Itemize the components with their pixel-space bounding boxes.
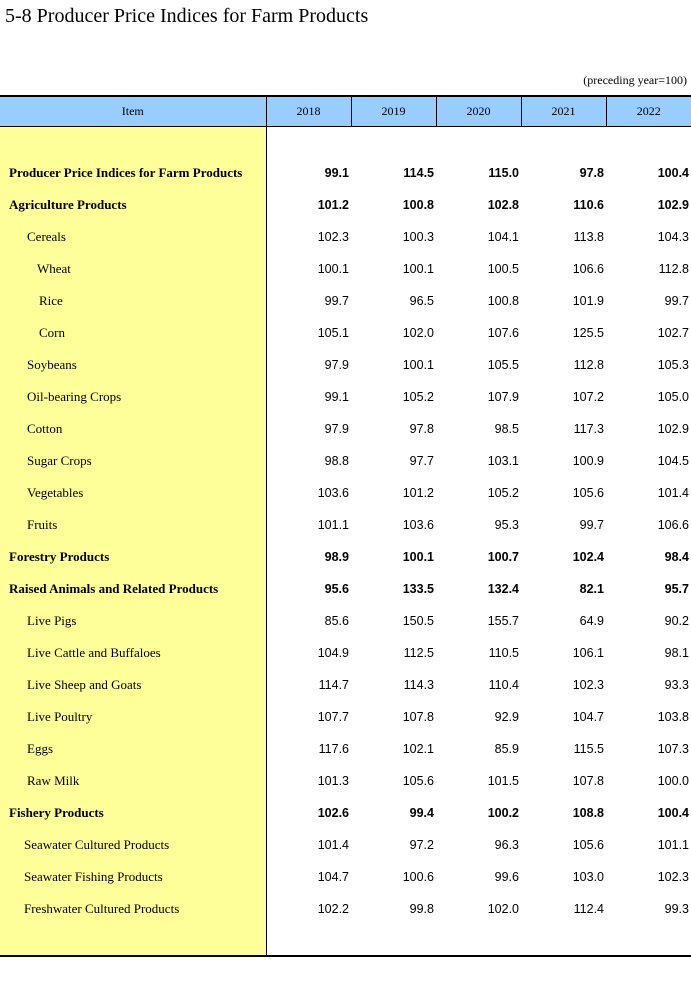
table-row [0, 605, 691, 637]
value-cell: 110.6 [573, 198, 604, 212]
unit-note: (preceding year=100) [583, 73, 687, 87]
value-cell: 117.3 [573, 422, 604, 436]
row-label: Eggs [0, 733, 266, 765]
value-cell: 100.1 [402, 550, 434, 564]
value-cell: 101.2 [402, 486, 434, 500]
header-year: 2021 [521, 96, 606, 127]
value-cell: 85.9 [494, 742, 519, 756]
value-cell: 101.9 [572, 294, 604, 308]
value-cell: 93.3 [664, 678, 689, 692]
value-cell: 102.0 [402, 326, 434, 340]
value-cell: 103.6 [317, 486, 349, 500]
row-label: Seawater Cultured Products [0, 829, 266, 861]
value-cell: 101.4 [317, 838, 349, 852]
value-cell: 104.5 [657, 454, 689, 468]
row-label: Soybeans [0, 349, 266, 381]
value-cell: 98.5 [494, 422, 519, 436]
value-cell: 97.8 [579, 166, 604, 180]
value-cell: 105.5 [487, 358, 519, 372]
value-cell: 100.6 [402, 870, 434, 884]
value-cell: 114.7 [318, 678, 349, 692]
spacer-row [0, 127, 691, 158]
value-cell: 110.4 [488, 678, 519, 692]
value-cell: 105.3 [657, 358, 689, 372]
value-cell: 107.2 [572, 390, 604, 404]
table-row [0, 637, 691, 669]
value-cell: 104.1 [487, 230, 519, 244]
value-cell: 107.9 [487, 390, 519, 404]
row-label: Fishery Products [0, 797, 266, 829]
row-label: Producer Price Indices for Farm Products [0, 157, 266, 189]
value-cell: 104.7 [317, 870, 349, 884]
header-year: 2020 [436, 96, 521, 127]
value-cell: 132.4 [487, 582, 519, 596]
table-row [0, 829, 691, 861]
table-row [0, 221, 691, 253]
value-cell: 98.8 [324, 454, 349, 468]
row-label: Live Cattle and Buffaloes [0, 637, 266, 669]
table-row [0, 381, 691, 413]
spacer-row [0, 925, 691, 956]
row-label: Sugar Crops [0, 445, 266, 477]
table-row [0, 669, 691, 701]
value-cell: 107.8 [572, 774, 604, 788]
value-cell: 100.5 [487, 262, 519, 276]
value-cell: 99.1 [324, 166, 349, 180]
value-cell: 102.4 [572, 550, 604, 564]
value-cell: 100.8 [487, 294, 519, 308]
table-row [0, 413, 691, 445]
value-cell: 105.6 [572, 486, 604, 500]
value-cell: 102.7 [657, 326, 689, 340]
value-cell: 102.9 [657, 422, 689, 436]
item-cell [0, 127, 266, 158]
table-row [0, 541, 691, 573]
row-label: Freshwater Cultured Products [0, 893, 266, 925]
value-cell: 97.2 [409, 838, 434, 852]
value-cell: 105.2 [487, 486, 519, 500]
value-cell: 103.8 [657, 710, 689, 724]
value-cell: 105.6 [402, 774, 434, 788]
value-cell: 107.7 [317, 710, 349, 724]
value-cell: 64.9 [579, 614, 604, 628]
value-cell: 103.0 [572, 870, 604, 884]
value-cell: 102.3 [572, 678, 604, 692]
table-row [0, 765, 691, 797]
value-cell: 101.1 [657, 838, 689, 852]
value-cell: 112.5 [403, 646, 434, 660]
table-row [0, 893, 691, 925]
value-cell: 100.7 [487, 550, 519, 564]
value-cell: 99.6 [494, 870, 519, 884]
value-cell: 99.7 [664, 294, 689, 308]
row-label: Seawater Fishing Products [0, 861, 266, 893]
value-cell: 100.1 [402, 262, 434, 276]
value-cell: 104.9 [317, 646, 349, 660]
table-row [0, 477, 691, 509]
value-cell: 101.1 [317, 518, 349, 532]
value-cell: 101.3 [317, 774, 349, 788]
row-label: Live Pigs [0, 605, 266, 637]
value-cell: 97.9 [324, 358, 349, 372]
table-row [0, 509, 691, 541]
value-cell: 97.9 [324, 422, 349, 436]
row-label: Vegetables [0, 477, 266, 509]
value-cell: 102.3 [657, 870, 689, 884]
value-cell: 107.8 [402, 710, 434, 724]
value-cell: 99.8 [409, 902, 434, 916]
value-cell: 102.1 [402, 742, 434, 756]
value-cell: 102.9 [657, 198, 689, 212]
value-cell: 114.3 [403, 678, 434, 692]
value-cell: 133.5 [402, 582, 434, 596]
value-cell: 100.2 [487, 806, 519, 820]
value-cell: 98.1 [664, 646, 689, 660]
value-cell: 102.8 [487, 198, 519, 212]
table-row [0, 797, 691, 829]
value-cell: 99.1 [324, 390, 349, 404]
value-cell: 99.3 [664, 902, 689, 916]
value-cell: 107.3 [657, 742, 689, 756]
row-label: Fruits [0, 509, 266, 541]
value-cell: 82.1 [579, 582, 604, 596]
row-label: Raw Milk [0, 765, 266, 797]
value-cell: 99.4 [409, 806, 434, 820]
value-cell: 100.8 [402, 198, 434, 212]
blank-cell [266, 925, 691, 956]
row-label: Live Poultry [0, 701, 266, 733]
row-label: Corn [0, 317, 266, 349]
value-cell: 98.4 [664, 550, 689, 564]
value-cell: 100.3 [402, 230, 434, 244]
value-cell: 95.6 [324, 582, 349, 596]
value-cell: 155.7 [487, 614, 519, 628]
value-cell: 92.9 [494, 710, 519, 724]
value-cell: 115.0 [488, 166, 519, 180]
value-cell: 97.8 [409, 422, 434, 436]
table-row [0, 253, 691, 285]
value-cell: 112.8 [658, 262, 689, 276]
value-cell: 108.8 [572, 806, 604, 820]
value-cell: 102.0 [487, 902, 519, 916]
value-cell: 104.7 [572, 710, 604, 724]
price-index-table [0, 95, 691, 957]
row-label: Rice [0, 285, 266, 317]
value-cell: 105.0 [657, 390, 689, 404]
value-cell: 106.1 [572, 646, 604, 660]
value-cell: 100.9 [572, 454, 604, 468]
row-label: Cotton [0, 413, 266, 445]
value-cell: 105.6 [572, 838, 604, 852]
value-cell: 105.2 [402, 390, 434, 404]
value-cell: 100.4 [657, 806, 689, 820]
header-item: Item [0, 96, 266, 127]
value-cell: 101.2 [317, 198, 349, 212]
table-row [0, 445, 691, 477]
table-row [0, 701, 691, 733]
value-cell: 95.7 [664, 582, 689, 596]
value-cell: 112.4 [573, 902, 604, 916]
value-cell: 99.7 [579, 518, 604, 532]
value-cell: 115.5 [573, 742, 604, 756]
table-body [0, 127, 691, 957]
header-year: 2022 [606, 96, 691, 127]
value-cell: 102.2 [317, 902, 349, 916]
value-cell: 107.6 [487, 326, 519, 340]
page-title: 5-8 Producer Price Indices for Farm Products [5, 5, 369, 27]
value-cell: 101.4 [657, 486, 689, 500]
value-cell: 104.3 [657, 230, 689, 244]
item-cell [0, 925, 266, 956]
row-label: Wheat [0, 253, 266, 285]
value-cell: 98.9 [324, 550, 349, 564]
value-cell: 99.7 [324, 294, 349, 308]
value-cell: 95.3 [494, 518, 519, 532]
header-year: 2018 [266, 96, 351, 127]
value-cell: 90.2 [664, 614, 689, 628]
value-cell: 100.1 [317, 262, 349, 276]
table-row [0, 285, 691, 317]
value-cell: 114.5 [403, 166, 434, 180]
table-row [0, 349, 691, 381]
value-cell: 100.0 [657, 774, 689, 788]
value-cell: 100.1 [402, 358, 434, 372]
value-cell: 85.6 [324, 614, 349, 628]
value-cell: 113.8 [573, 230, 604, 244]
value-cell: 105.1 [317, 326, 349, 340]
value-cell: 125.5 [572, 326, 604, 340]
value-cell: 102.3 [317, 230, 349, 244]
row-label: Raised Animals and Related Products [0, 573, 266, 605]
value-cell: 100.4 [657, 166, 689, 180]
value-cell: 106.6 [572, 262, 604, 276]
value-cell: 101.5 [487, 774, 519, 788]
value-cell: 103.1 [487, 454, 519, 468]
value-cell: 112.8 [573, 358, 604, 372]
table-row [0, 157, 691, 189]
value-cell: 96.5 [409, 294, 434, 308]
row-label: Live Sheep and Goats [0, 669, 266, 701]
table-header-row [0, 96, 691, 127]
value-cell: 102.6 [317, 806, 349, 820]
row-label: Cereals [0, 221, 266, 253]
table-row [0, 317, 691, 349]
value-cell: 110.5 [488, 646, 519, 660]
value-cell: 97.7 [409, 454, 434, 468]
row-label: Agriculture Products [0, 189, 266, 221]
value-cell: 106.6 [657, 518, 689, 532]
header-year: 2019 [351, 96, 436, 127]
value-cell: 96.3 [494, 838, 519, 852]
table-row [0, 189, 691, 221]
value-cell: 117.6 [318, 742, 349, 756]
table-row [0, 573, 691, 605]
row-label: Oil-bearing Crops [0, 381, 266, 413]
value-cell: 150.5 [402, 614, 434, 628]
table-row [0, 861, 691, 893]
value-cell: 103.6 [402, 518, 434, 532]
table-row [0, 733, 691, 765]
row-label: Forestry Products [0, 541, 266, 573]
